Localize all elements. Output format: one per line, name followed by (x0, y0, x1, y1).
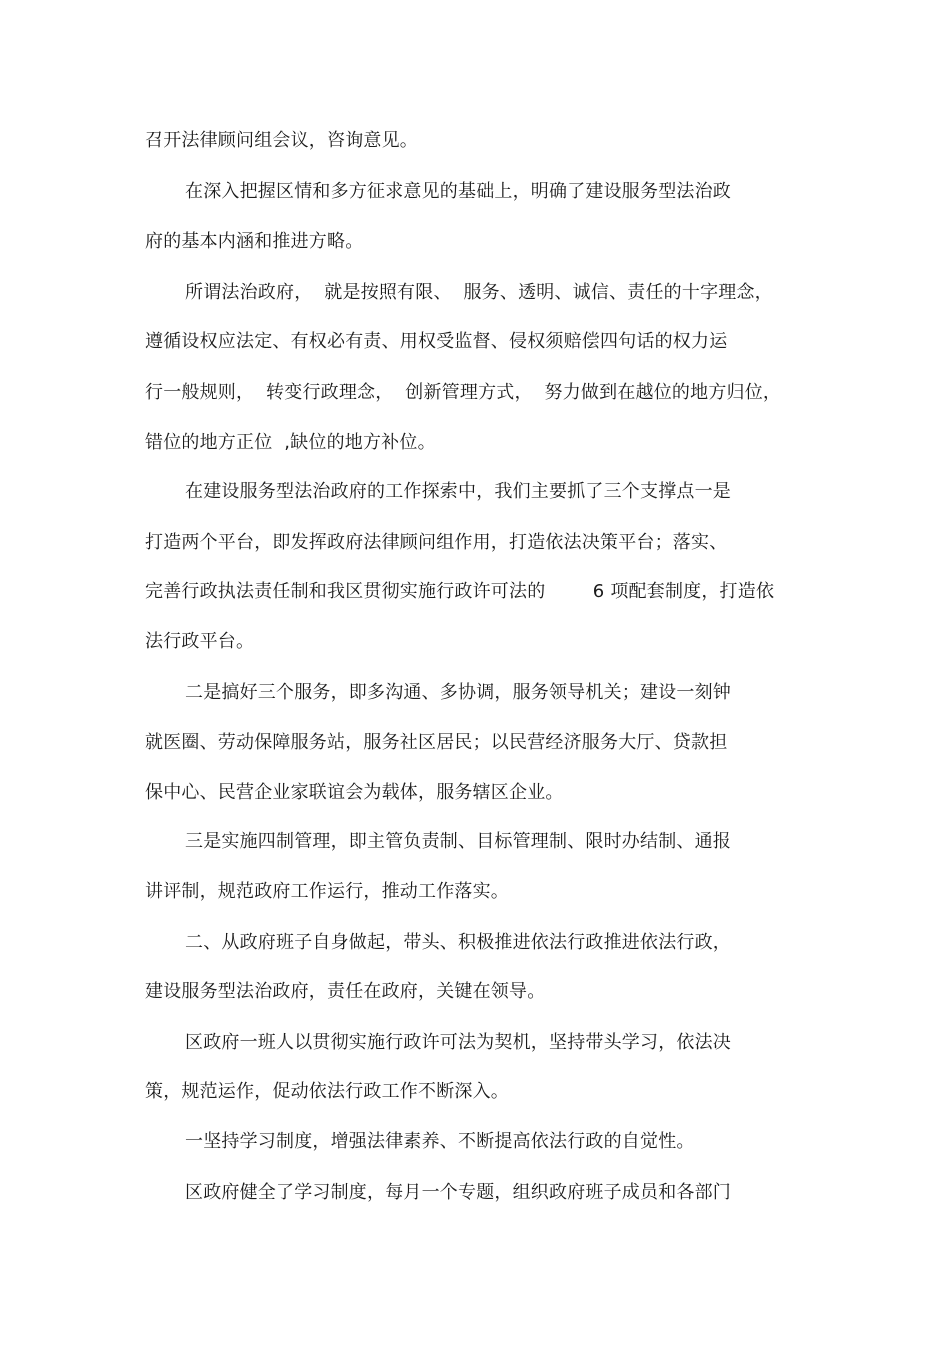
text-line: 在建设服务型法治政府的工作探索中，我们主要抓了三个支撑点一是 (185, 481, 731, 502)
text-line: 二、从政府班子自身做起，带头、积极推进依法行政推进依法行政， (185, 932, 731, 953)
text-line: 就医圈、劳动保障服务站，服务社区居民；以民营经济服务大厅、贷款担 (145, 732, 728, 753)
text-line: 策，规范运作，促动依法行政工作不断深入。 (145, 1081, 509, 1102)
text-line: 建设服务型法治政府，责任在政府，关键在领导。 (145, 981, 546, 1002)
text-line: 完善行政执法责任制和我区贯彻实施行政许可法的 6 项配套制度，打造依 (145, 581, 775, 602)
text-line: 区政府健全了学习制度，每月一个专题，组织政府班子成员和各部门 (185, 1182, 731, 1203)
text-line: 一坚持学习制度，增强法律素养、不断提高依法行政的自觉性。 (185, 1131, 695, 1152)
text-line: 法行政平台。 (145, 631, 255, 652)
text-line: 区政府一班人以贯彻实施行政许可法为契机，坚持带头学习，依法决 (185, 1032, 731, 1053)
text-line: 在深入把握区情和多方征求意见的基础上，明确了建设服务型法治政 (185, 181, 731, 202)
text-line: 三是实施四制管理，即主管负责制、目标管理制、限时办结制、通报 (185, 831, 731, 852)
text-line: 召开法律顾问组会议，咨询意见。 (145, 130, 418, 151)
text-line: 打造两个平台，即发挥政府法律顾问组作用，打造依法决策平台；落实、 (145, 532, 728, 553)
text-line: 错位的地方正位 ,缺位的地方补位。 (145, 432, 436, 453)
text-line: 行一般规则， 转变行政理念， 创新管理方式， 努力做到在越位的地方归位， (145, 382, 782, 403)
text-line: 遵循设权应法定、有权必有责、用权受监督、侵权须赔偿四句话的权力运 (145, 331, 728, 352)
text-line: 讲评制，规范政府工作运行，推动工作落实。 (145, 881, 509, 902)
text-line: 保中心、民营企业家联谊会为载体，服务辖区企业。 (145, 782, 564, 803)
text-line: 府的基本内涵和推进方略。 (145, 231, 364, 252)
text-line: 二是搞好三个服务，即多沟通、多协调，服务领导机关；建设一刻钟 (185, 682, 731, 703)
text-line: 所谓法治政府， 就是按照有限、 服务、透明、诚信、责任的十字理念， (185, 282, 773, 303)
